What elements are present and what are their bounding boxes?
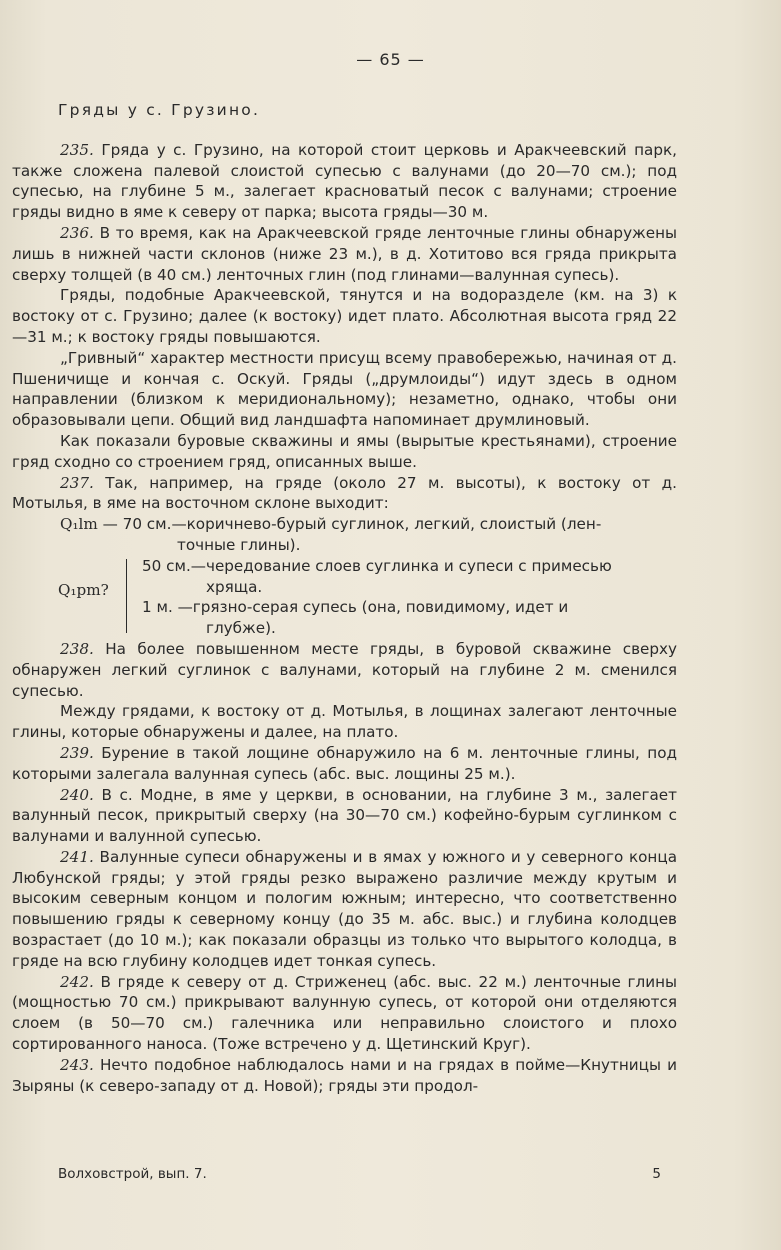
paragraph-number: 239. <box>60 743 94 762</box>
paragraph-number: 241. <box>60 847 94 866</box>
paragraph-number: 237. <box>60 473 94 492</box>
paragraph-236: 236. В то время, как на Аракчеевской гряде ленточные глины обнаружены лишь в нижней части склонов (ниже 23 м.), в д. Хотитово вся гряда прикрыта сверху толщей (в 40 см.) ленточных глин (под глинами—валунная супесь). <box>12 223 677 284</box>
paragraph-243: 243. Нечто подобное наблюдалось нами и на грядах в пойме—Кнутницы и Зыряны (к северо-западу от д. Новой); гряды эти продол- <box>12 1055 677 1095</box>
paragraph-boreholes: Как показали буровые скважины и ямы (вырытые крестьянами), строение гряд сходно со строением гряд, описанных выше. <box>12 431 677 471</box>
layer-code: Q₁lm <box>60 515 98 534</box>
paragraph-242: 242. В гряде к северу от д. Стриженец (абс. выс. 22 м.) ленточные глины (мощностью 70 см.) прикрывают валунную супесь, от которой они отделяются слоем (в 50—70 см.) галечника или неправильно слоистого и плохо сортированного наноса. (Тоже встречено у д. Щетинский Круг). <box>12 972 677 1054</box>
paragraph-number: 243. <box>60 1055 94 1074</box>
paragraph-240: 240. В с. Модне, в яме у церкви, в основании, на глубине 3 м., залегает валунный песок, прикрытый сверху (на 30—70 см.) кофейно-бурым суглинком с валунами и валунной супесью. <box>12 785 677 846</box>
layer-item: 1 м. —грязно-серая супесь (она, повидимому, идет и глубже). <box>142 598 569 638</box>
paragraph-241: 241. Валунные супеси обнаружены и в ямах у южного и у северного конца Любунской гряды; у этой гряды резко выражено различие между крутым и высоким северным концом и пологим южным; интересно, что соответственно повышению гряды к северному концу (до 35 м. абс. выс.) и глубина колодцев возрастает (до 10 м.); как показали образцы из только что вырытого колодца, в гряде на всю глубину колодцев идет тонкая супесь. <box>12 847 677 970</box>
paragraph-number: 235. <box>60 140 94 159</box>
paragraph-239: 239. Бурение в такой лощине обнаружило на 6 м. ленточные глины, под которыми залегала валунная супесь (абс. выс. лощины 25 м.). <box>12 743 677 783</box>
footer-publication: Волховстрой, вып. 7. <box>58 1166 207 1182</box>
paragraph-grivny: „Гривный“ характер местности присущ всему правобережью, начиная от д. Пшеничище и кончая с. Оскуй. Гряды („друмлоиды“) идут здесь в одном направлении (близком к меридиональному); незаметно, однако, чтобы они образовывали цепи. Общий вид ландшафта напоминает друмлиновый. <box>12 348 677 430</box>
page-footer <box>58 1166 661 1182</box>
brace-icon <box>126 559 135 633</box>
paragraph-number: 242. <box>60 972 94 991</box>
paragraph-number: 236. <box>60 223 94 242</box>
paragraph-237: 237. Так, например, на гряде (около 27 м. высоты), к востоку от д. Мотылья, в яме на восточном склоне выходит: <box>12 473 677 513</box>
layer-group-q1pm <box>12 556 677 639</box>
body-text <box>12 100 677 1096</box>
layer-q1lm: Q₁lm — 70 см.—коричнево-бурый суглинок, легкий, слоистый (лен- точные глины). <box>60 515 602 554</box>
paragraph-238: 238. На более повышенном месте гряды, в буровой скважине сверху обнаружен легкий суглинок с валунами, который на глубине 2 м. сменился супесью. <box>12 639 677 700</box>
layer-item: 50 см.—чередование слоев суглинка и супеси с примесью хряща. <box>142 556 612 596</box>
page-number: — 65 — <box>356 50 425 69</box>
section-heading: Гряды у с. Грузино. <box>58 101 261 119</box>
paragraph-number: 240. <box>60 785 94 804</box>
paragraph-ridges: Гряды, подобные Аракчеевской, тянутся и на водоразделе (км. на 3) к востоку от с. Грузино; далее (к востоку) идет плато. Абсолютная высота гряд 22—31 м.; к востоку гряды повышаются. <box>12 286 677 346</box>
paragraph-235: 235. Гряда у с. Грузино, на которой стоит церковь и Аракчеевский парк, также сложена палевой слоистой супесью с валунами (до 20—70 см.); под супесью, на глубине 5 м., залегает красноватый песок с валунами; строение гряды видно в яме к северу от парка; высота гряды—30 м. <box>12 140 677 222</box>
layer-code: Q₁pm? <box>58 580 109 599</box>
paragraph-between-ridges: Между грядами, к востоку от д. Мотылья, в лощинах залегают ленточные глины, которые обнаружены и далее, на плато. <box>12 702 677 742</box>
footer-signature: 5 <box>652 1166 661 1182</box>
paragraph-number: 238. <box>60 639 94 658</box>
